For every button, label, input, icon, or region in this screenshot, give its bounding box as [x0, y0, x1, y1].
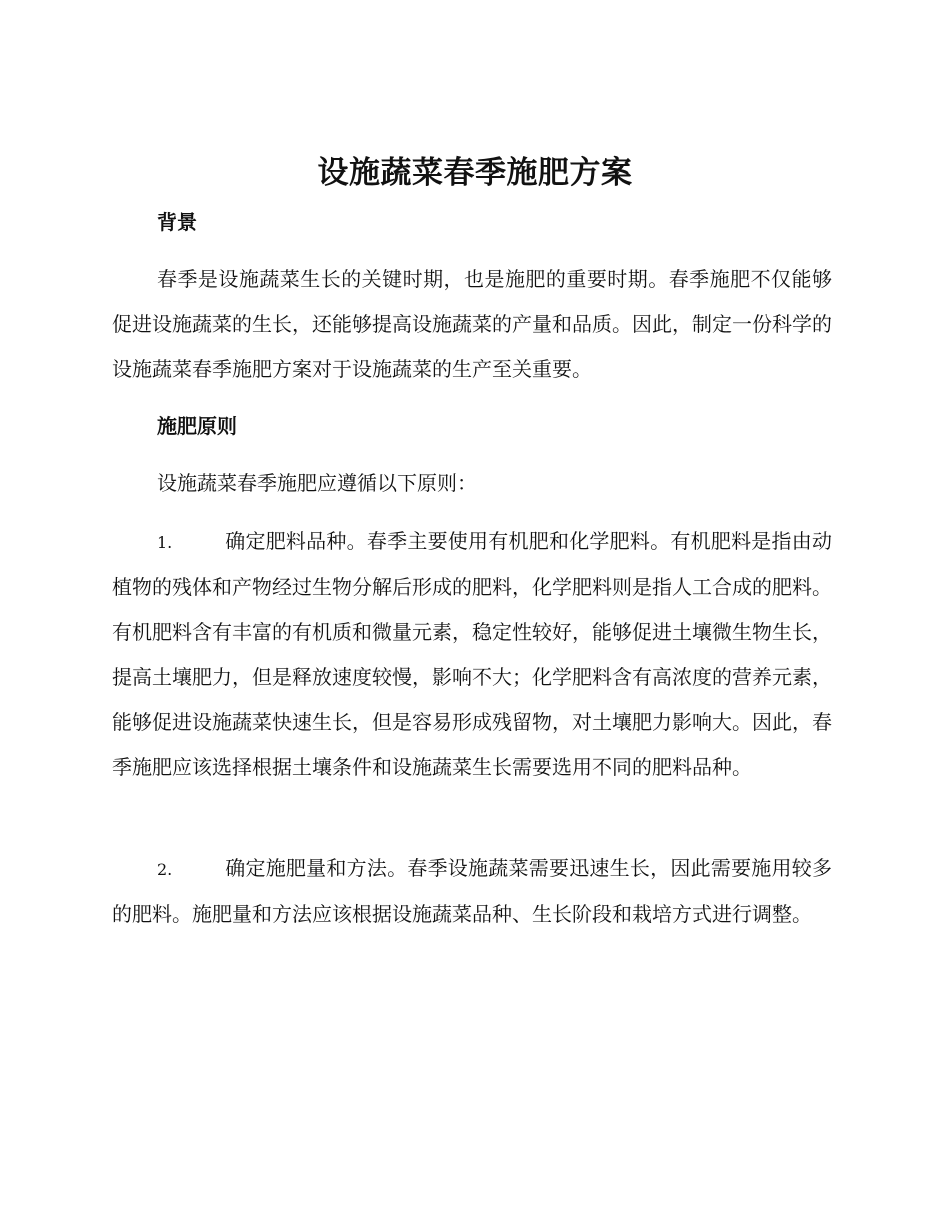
- section-heading-background: 背景: [157, 210, 197, 234]
- list-number: 1.: [157, 533, 173, 552]
- principle-item-2: [112, 846, 832, 937]
- document-title: 设施蔬菜春季施肥方案: [317, 155, 633, 191]
- list-number: 2.: [157, 860, 173, 879]
- principle-item-1: [112, 519, 832, 790]
- list-item-text: 确定施肥量和方法。春季设施蔬菜需要迅速生长，因此需要施用较多的肥料。施肥量和方法应该根据设施蔬菜品种、生长阶段和栽培方式进行调整。: [112, 856, 832, 926]
- principles-intro: 设施蔬菜春季施肥应遵循以下原则：: [157, 471, 477, 495]
- section-heading-principles: 施肥原则: [157, 414, 237, 438]
- background-paragraph: 春季是设施蔬菜生长的关键时期，也是施肥的重要时期。春季施肥不仅能够促进设施蔬菜的生长，还能够提高设施蔬菜的产量和品质。因此，制定一份科学的设施蔬菜春季施肥方案对于设施蔬菜的生产至关重要。: [112, 267, 832, 381]
- list-item-text: 确定肥料品种。春季主要使用有机肥和化学肥料。有机肥料是指由动植物的残体和产物经过生物分解后形成的肥料，化学肥料则是指人工合成的肥料。有机肥料含有丰富的有机质和微量元素，稳定性较好，能够促进土壤微生物生长，提高土壤肥力，但是释放速度较慢，影响不大；化学肥料含有高浓度的营养元素，能够促进设施蔬菜快速生长，但是容易形成残留物，对土壤肥力影响大。因此，春季施肥应该选择根据土壤条件和设施蔬菜生长需要选用不同的肥料品种。: [112, 529, 832, 779]
